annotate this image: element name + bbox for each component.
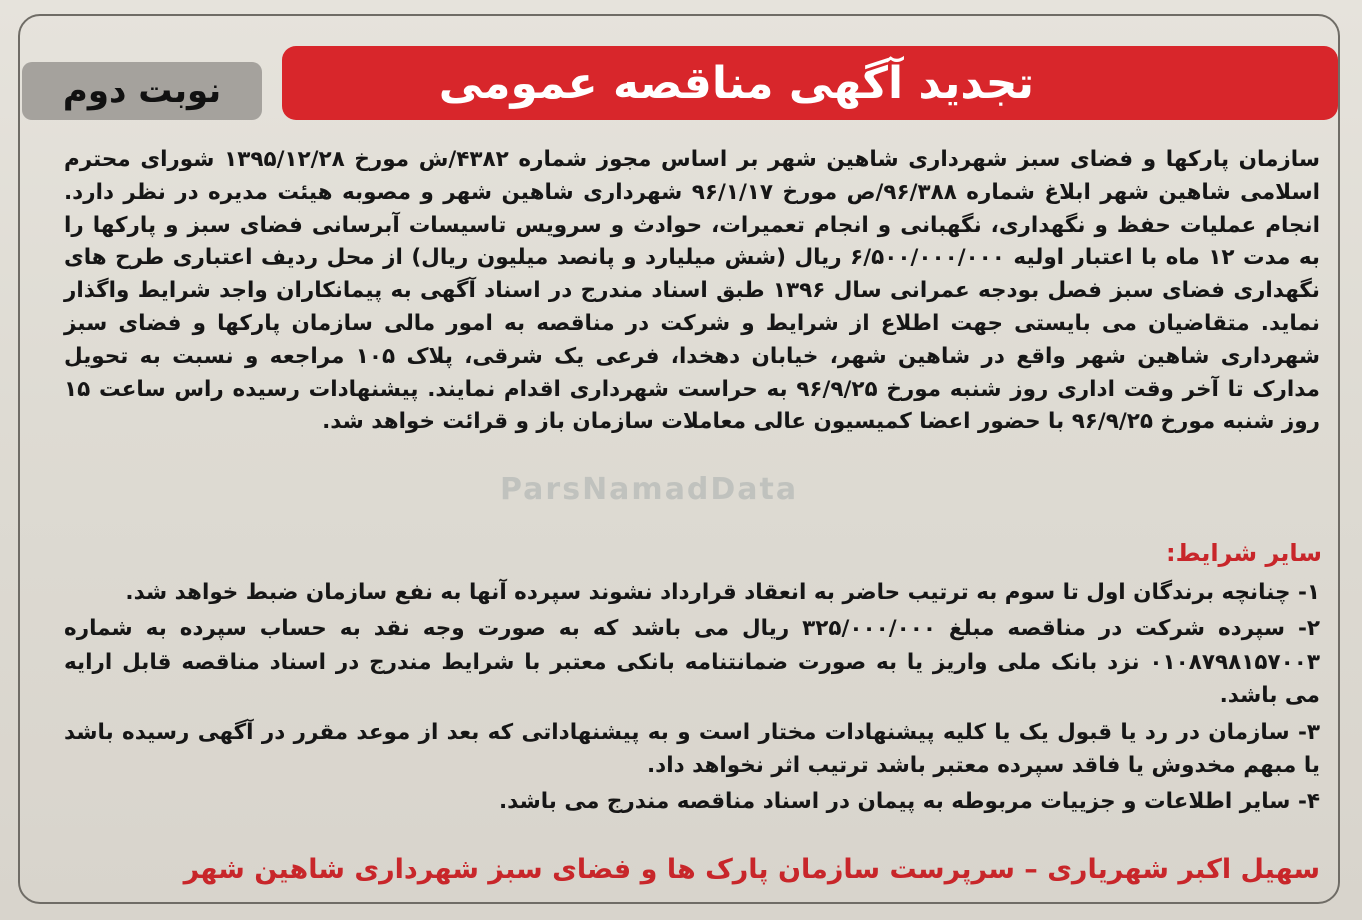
condition-item: ۳- سازمان در رد یا قبول یک یا کلیه پیشنهادات مختار است و به پیشنهاداتی که بعد از موعد مقرر در آگهی رسیده باشد یا مبهم مخدوش یا فاقد سپرده معتبر باشد ترتیب اثر نخواهد داد.: [64, 719, 1320, 779]
ad-body-paragraph: سازمان پارکها و فضای سبز شهرداری شاهین شهر بر اساس مجوز شماره ۴۳۸۲/ش مورخ ۱۳۹۵/۱۲/۲۸ شورای محترم اسلامی شاهین شهر ابلاغ شماره ۹۶/۳۸۸/ص مورخ ۹۶/۱/۱۷ شهرداری شاهین شهر و مصوبه هیئت مدیره در نظر دارد. انجام عملیات حفظ و نگهداری، نگهبانی و انجام تعمیرات، حوادث و سرویس تاسیسات آبرسانی فضای سبز و پارکها را به مدت ۱۲ ماه با اعتبار اولیه ۶/۵۰۰/۰۰۰/۰۰۰ ریال (شش میلیارد و پانصد میلیون ریال) از محل ردیف اعتباری طرح های نگهداری فضای سبز فصل بودجه عمرانی سال ۱۳۹۶ طبق اسناد مندرج در اسناد آگهی به پیمانکاران واجد شرایط واگذار نماید. متقاضیان می بایستی جهت اطلاع از شرایط و شرکت در مناقصه به امور مالی سازمان پارکها و فضای سبز شهرداری شاهین شهر واقع در شاهین شهر، خیابان دهخدا، فرعی یک شرقی، پلاک ۱۰۵ مراجعه و نسبت به تحویل مدارک تا آخر وقت اداری روز شنبه مورخ ۹۶/۹/۲۵ به حراست شهرداری اقدام نمایند. پیشنهادات رسیده راس ساعت ۱۵ روز شنبه مورخ ۹۶/۹/۲۵ با حضور اعضا کمیسیون عالی معاملات سازمان باز و قرائت خواهد شد.: [64, 147, 1321, 435]
condition-item: ۲- سپرده شرکت در مناقصه مبلغ ۳۲۵/۰۰۰/۰۰۰ ریال می باشد که به صورت وجه نقد به حساب سپرده به شماره ۰۱۰۸۷۹۸۱۵۷۰۰۳ نزد بانک ملی واریز یا به صورت ضمانتنامه بانکی معتبر با شرایط مندرج در اسناد مناقصه قابل ارایه می باشد.: [64, 616, 1320, 709]
round-label: نوبت دوم: [62, 71, 222, 111]
condition-item: ۴- سایر اطلاعات و جزییات مربوطه به پیمان در اسناد مناقصه مندرج می باشد.: [498, 789, 1320, 815]
watermark: ParsNamadData: [500, 472, 799, 507]
condition-item: ۱- چنانچه برندگان اول تا سوم به ترتیب حاضر به انعقاد قرارداد نشوند سپرده آنها به نفع سازمان ضبط خواهد شد.: [125, 580, 1320, 605]
ad-title: تجدید آگهی مناقصه عمومی: [438, 58, 1034, 109]
conditions-list: [64, 576, 1320, 822]
signature-line: سهیل اکبر شهریاری – سرپرست سازمان پارک ها و فضای سبز شهرداری شاهین شهر: [183, 854, 1320, 885]
conditions-heading: سایر شرایط:: [1166, 539, 1322, 567]
